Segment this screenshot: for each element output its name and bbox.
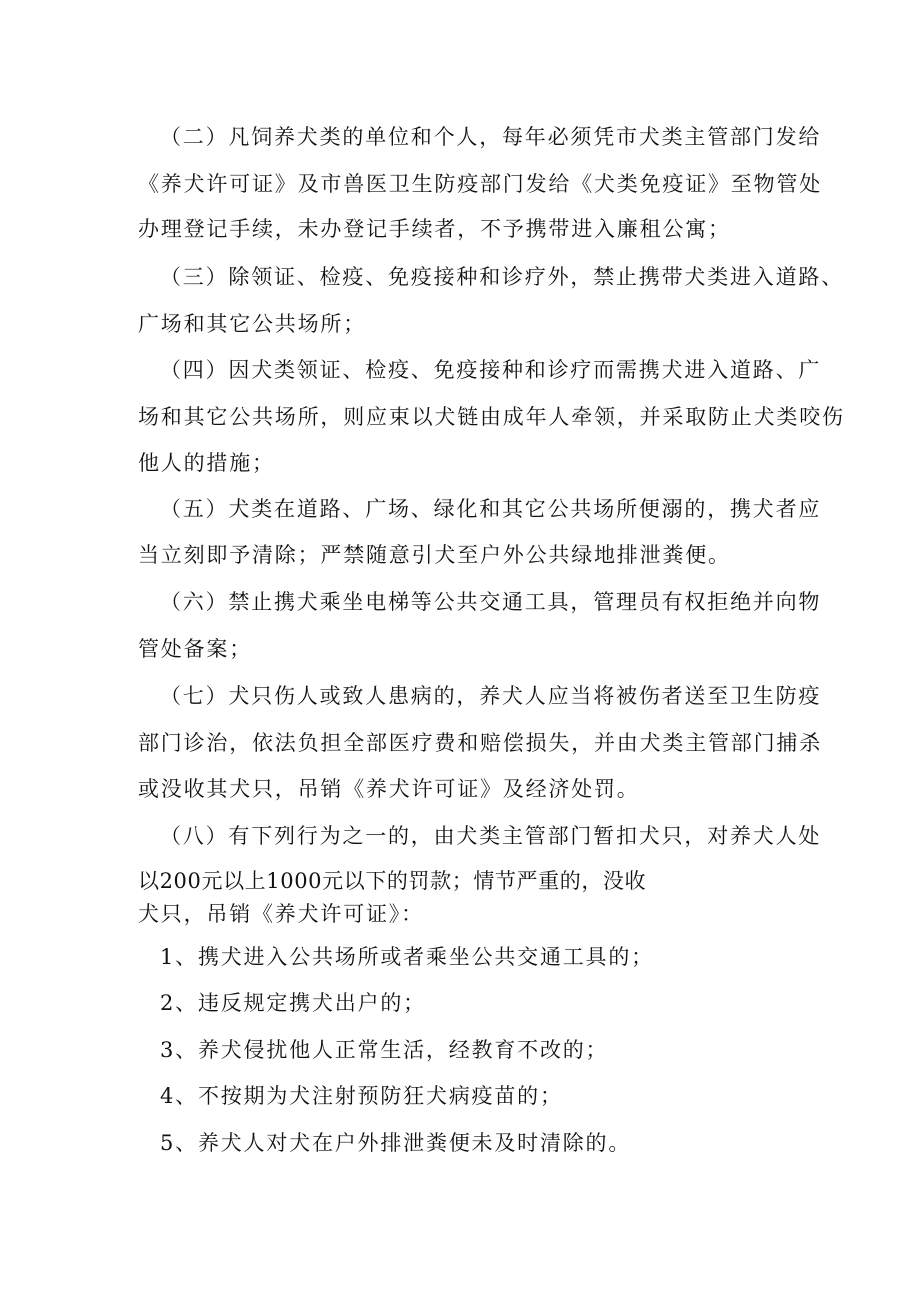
- clause-7-line-2: 部门诊治，依法负担全部医疗费和赔偿损失，并由犬类主管部门捕杀: [138, 731, 822, 755]
- clause-4-line-3: 他人的措施；: [138, 451, 275, 475]
- clause-5-line-2: 当立刻即予清除；严禁随意引犬至户外公共绿地排泄粪便。: [138, 543, 731, 567]
- clause-8-line-3: 犬只，吊销《养犬许可证》：: [138, 902, 424, 926]
- clause-8-line-1: （八）有下列行为之一的，由犬类主管部门暂扣犬只，对养犬人处: [160, 824, 822, 848]
- clause-2-line-3: 办理登记手续，未办登记手续者，不予携带进入廉租公寓；: [138, 217, 731, 241]
- clause-6-line-2: 管处备案；: [138, 637, 252, 661]
- clause-4-line-2: 场和其它公共场所，则应束以犬链由成年人牵领，并采取防止犬类咬伤: [138, 405, 845, 429]
- list-item-5: 5、养犬人对犬在户外排泄粪便未及时清除的。: [160, 1131, 632, 1155]
- clause-2-line-1: （二）凡饲养犬类的单位和个人，每年必须凭市犬类主管部门发给: [160, 125, 822, 149]
- clause-6-line-1: （六）禁止携犬乘坐电梯等公共交通工具，管理员有权拒绝并向物: [160, 590, 822, 614]
- clause-3-line-2: 广场和其它公共场所；: [138, 312, 366, 336]
- clause-3-line-1: （三）除领证、检疫、免疫接种和诊疗外，禁止携带犬类进入道路、: [160, 265, 844, 289]
- list-item-2: 2、违反规定携犬出户的；: [160, 991, 426, 1015]
- clause-7-line-3: 或没收其犬只，吊销《养犬许可证》及经济处罚。: [138, 777, 640, 801]
- list-item-4: 4、不按期为犬注射预防狂犬病疫苗的；: [160, 1084, 563, 1108]
- clause-2-line-2: 《养犬许可证》及市兽医卫生防疫部门发给《犬类免疫证》至物管处: [138, 172, 822, 196]
- clause-8-line-2: 以200元以上1000元以下的罚款；情节严重的，没收: [138, 869, 647, 893]
- clause-5-line-1: （五）犬类在道路、广场、绿化和其它公共场所便溺的，携犬者应: [160, 497, 822, 521]
- clause-7-line-1: （七）犬只伤人或致人患病的，养犬人应当将被伤者送至卫生防疫: [160, 684, 822, 708]
- list-item-1: 1、携犬进入公共场所或者乘坐公共交通工具的；: [160, 945, 654, 969]
- clause-4-line-1: （四）因犬类领证、检疫、免疫接种和诊疗而需携犬进入道路、广: [160, 358, 822, 382]
- list-item-3: 3、养犬侵扰他人正常生活，经教育不改的；: [160, 1038, 609, 1062]
